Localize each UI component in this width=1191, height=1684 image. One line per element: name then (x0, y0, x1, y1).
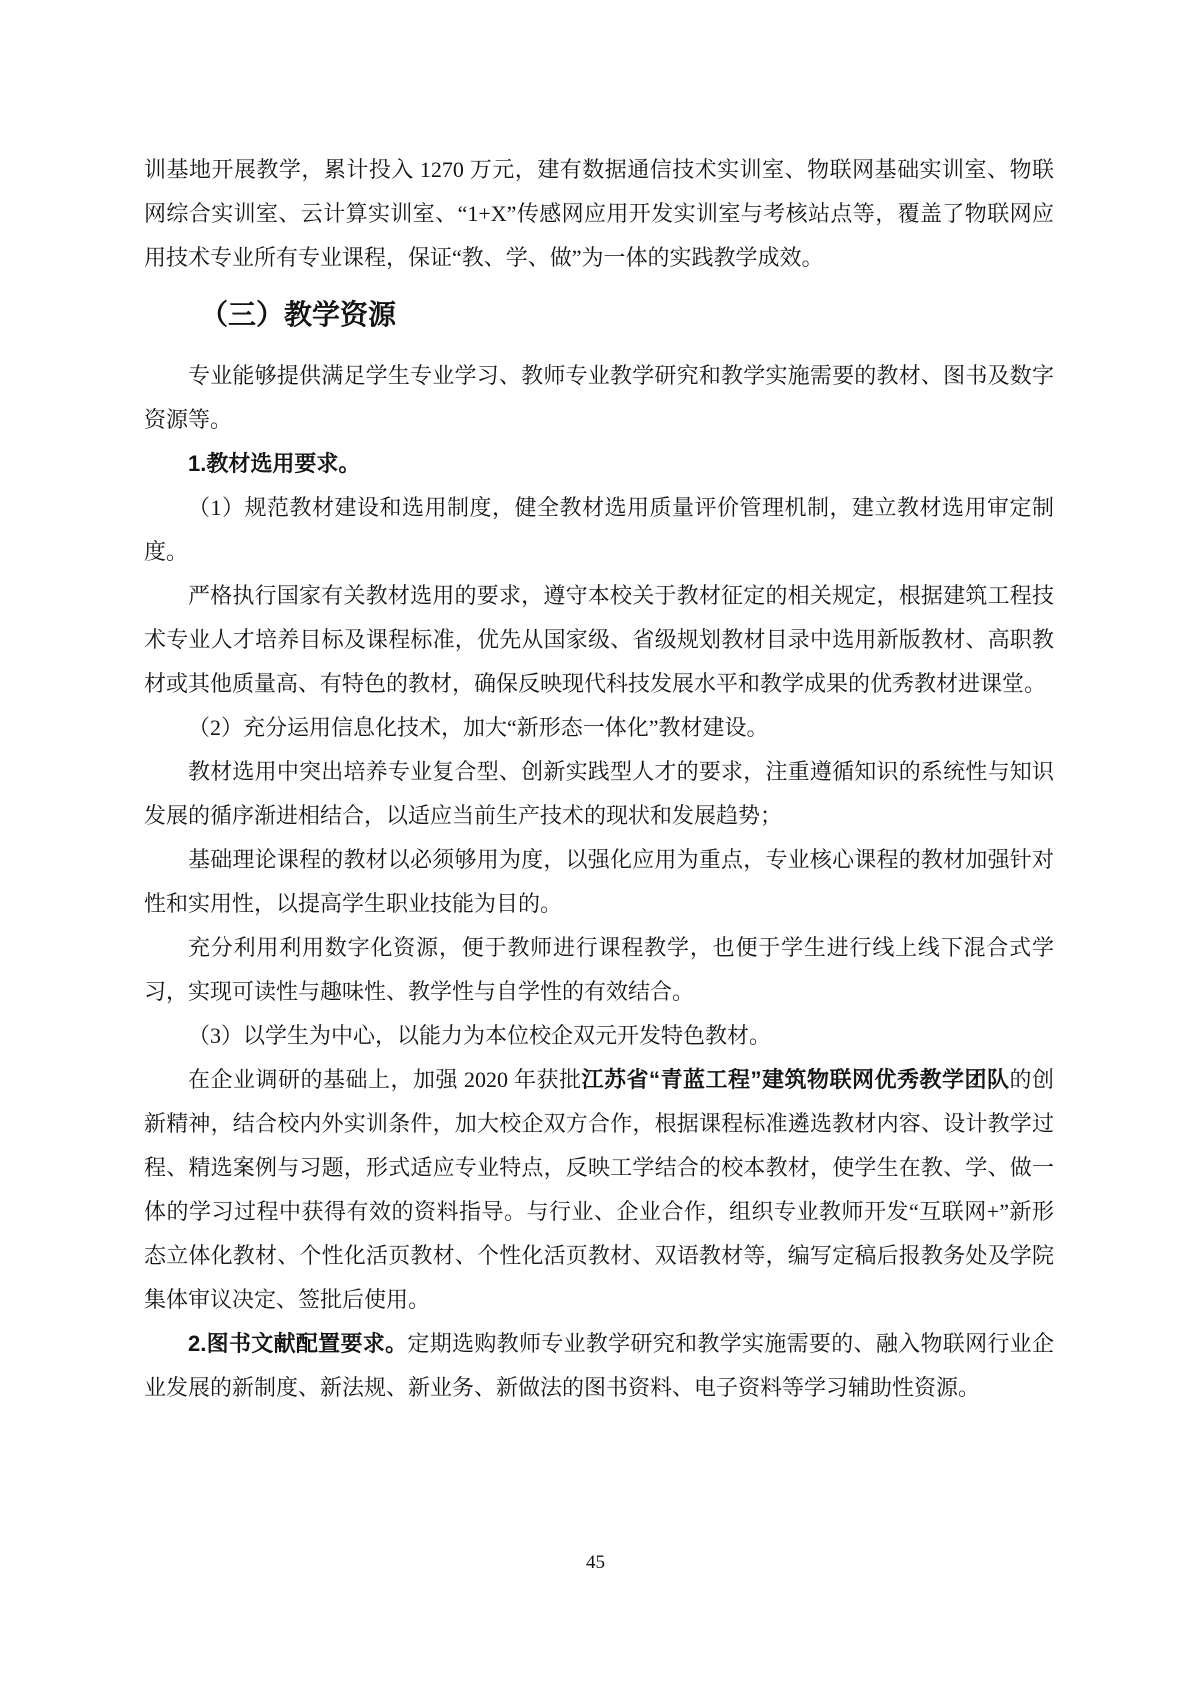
text-run: 教材选用中突出培养专业复合型、创新实践型人才的要求，注重遵循知识的系统性与知识发展的循序渐进相结合，以适应当前生产技术的现状和发展趋势； (144, 759, 1054, 828)
text-run: （2）充分运用信息化技术，加大“新形态一体化”教材建设。 (188, 715, 769, 740)
paragraph (144, 354, 1054, 442)
paragraph (144, 148, 1054, 280)
page-footer (0, 1550, 1191, 1576)
text-run: 严格执行国家有关教材选用的要求，遵守本校关于教材征定的相关规定，根据建筑工程技术专业人才培养目标及课程标准，优先从国家级、省级规划教材目录中选用新版教材、高职教材或其他质量高、有特色的教材，确保反映现代科技发展水平和教学成果的优秀教材进课堂。 (144, 583, 1054, 696)
text-run: 充分利用利用数字化资源，便于教师进行课程教学，也便于学生进行线上线下混合式学习，实现可读性与趣味性、教学性与自学性的有效结合。 (144, 935, 1054, 1004)
paragraph (144, 706, 1054, 750)
text-run: 训基地开展教学，累计投入 1270 万元，建有数据通信技术实训室、物联网基础实训室、物联网综合实训室、云计算实训室、“1+X”传感网应用开发实训室与考核站点等，覆盖了物联网应用技术专业所有专业课程，保证“教、学、做”为一体的实践教学成效。 (144, 157, 1054, 270)
text-run: 在企业调研的基础上，加强 2020 年获批 (188, 1067, 582, 1092)
page-number: 45 (586, 1552, 605, 1573)
text-run: （3）以学生为中心，以能力为本位校企双元开发特色教材。 (188, 1023, 772, 1048)
document-body (144, 148, 1054, 1410)
paragraph (144, 1058, 1054, 1322)
bold-text-run: 2.图书文献配置要求。 (188, 1331, 408, 1356)
bold-text-run: 1.教材选用要求。 (188, 451, 361, 476)
text-run: 的创新精神，结合校内外实训条件，加大校企双方合作，根据课程标准遴选教材内容、设计教学过程、精选案例与习题，形式适应专业特点，反映工学结合的校本教材，使学生在教、学、做一体的学习过程中获得有效的资料指导。与行业、企业合作，组织专业教师开发“互联网+”新形态立体化教材、个性化活页教材、个性化活页教材、双语教材等，编写定稿后报教务处及学院集体审议决定、签批后使用。 (144, 1067, 1054, 1312)
text-run: 专业能够提供满足学生专业学习、教师专业教学研究和教学实施需要的教材、图书及数字资源等。 (144, 363, 1054, 432)
paragraph (144, 486, 1054, 574)
paragraph (144, 442, 1054, 486)
paragraph (144, 926, 1054, 1014)
text-run: （1）规范教材建设和选用制度，健全教材选用质量评价管理机制，建立教材选用审定制度。 (144, 495, 1054, 564)
paragraph (144, 1322, 1054, 1410)
text-run: 定期选购教师专业教学研究和教学实施需要的、融入物联网行业企业发展的新制度、新法规、新业务、新做法的图书资料、电子资料等学习辅助性资源。 (144, 1331, 1054, 1400)
paragraph (144, 574, 1054, 706)
paragraph (144, 1014, 1054, 1058)
section-heading (144, 292, 1054, 338)
paragraph (144, 750, 1054, 838)
bold-text-run: （三）教学资源 (200, 299, 397, 330)
bold-text-run: 江苏省“青蓝工程”建筑物联网优秀教学团队 (581, 1067, 1010, 1092)
paragraph (144, 838, 1054, 926)
text-run: 基础理论课程的教材以必须够用为度，以强化应用为重点，专业核心课程的教材加强针对性和实用性，以提高学生职业技能为目的。 (144, 847, 1054, 916)
